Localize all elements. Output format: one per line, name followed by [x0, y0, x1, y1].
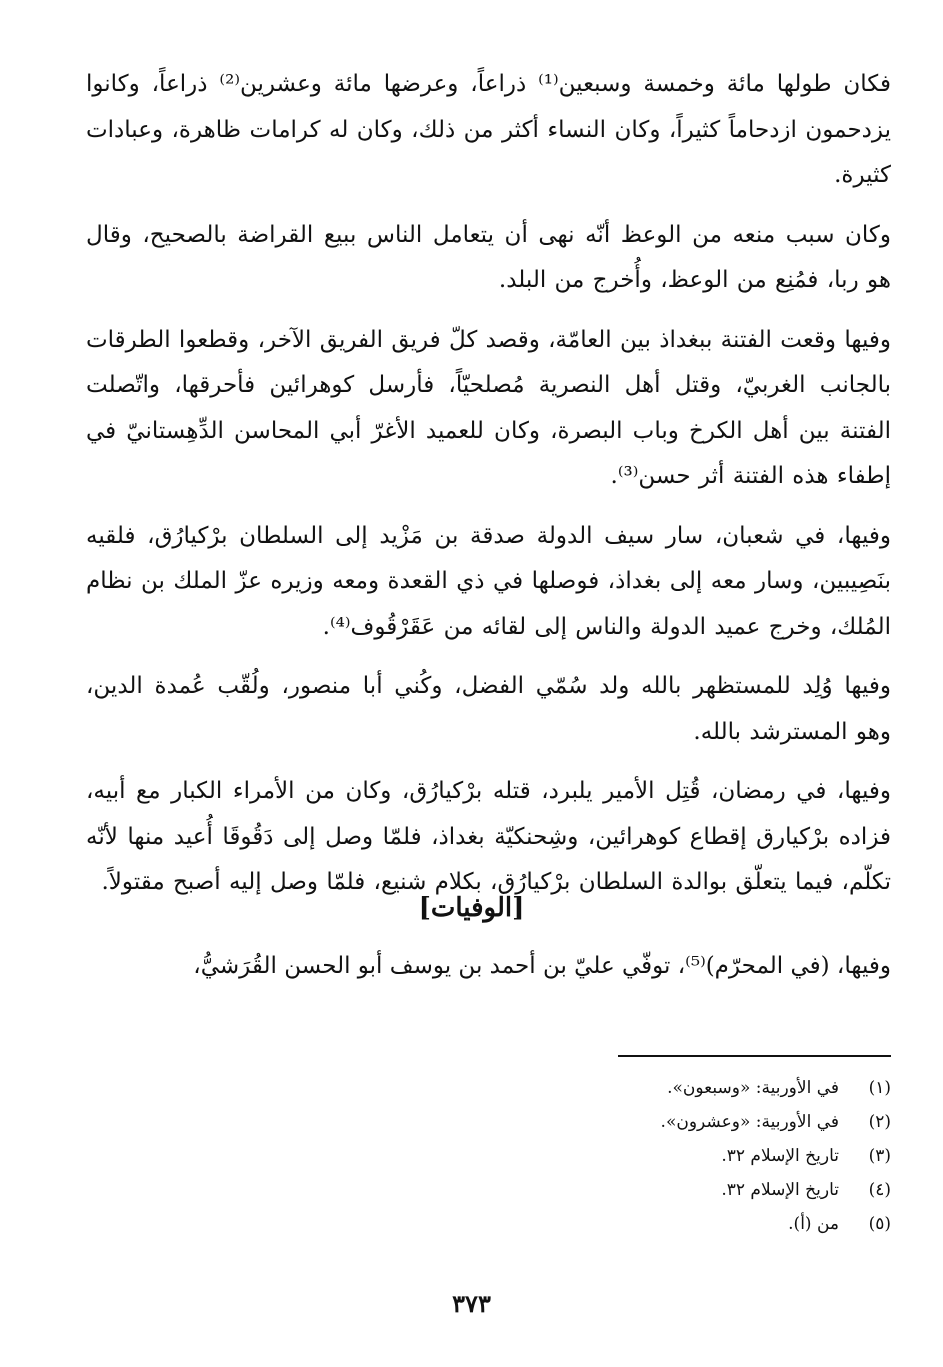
- footnote-number: (٥): [868, 1214, 891, 1234]
- footnote-1: [471, 1071, 891, 1105]
- paragraph-1: فكان طولها مائة وخمسة وسبعين⁽¹⁾ ذراعاً، وعرضها مائة وعشرين⁽²⁾ ذراعاً، وكانوا يزدحمون ازدحاماً كثيراً، وكان النساء أكثر من ذلك، وكان له كرامات ظاهرة، وعبادات كثيرة.: [86, 71, 892, 188]
- footnote-number: (٢): [868, 1112, 891, 1132]
- footnote-text: في الأوربية: «وسبعون».: [667, 1078, 839, 1098]
- main-text: [86, 62, 891, 920]
- footnote-5: [471, 1207, 891, 1241]
- footnote-2: [471, 1105, 891, 1139]
- section-heading: [الوفيات]: [418, 893, 525, 923]
- paragraph-4: وفيها، في شعبان، سار سيف الدولة صدقة بن مَزْيد إلى السلطان برْكيارُق، فلقيه بنَصِيبين، وسار معه إلى بغداذ، فوصلها في ذي القعدة ومعه وزيره عزّ الملك بن نظام المُلك، وخرج عميد الدولة والناس إلى لقائه من عَقَرْقُوف⁽⁴⁾.: [86, 522, 891, 640]
- paragraph-3: وفيها وقعت الفتنة ببغداذ بين العامّة، وقصد كلّ فريق الفريق الآخر، وقطعوا الطرقات بالجانب الغربيّ، وقتل أهل النصرية مُصلحيّاً، فأرسل كوهرائين فأحرقها، واتّصلت الفتنة بين أهل الكرخ وباب البصرة، وكان للعميد الأغرّ أبي المحاسن الدِّهِستانيّ في إطفاء هذه الفتنة أثر حسن⁽³⁾.: [86, 326, 891, 489]
- paragraph-5: وفيها وُلِد للمستظهر بالله ولد سُمّي الفضل، وكُني أبا منصور، ولُقّب عُمدة الدين، وهو المسترشد بالله.: [86, 673, 891, 745]
- footnote-text: تاريخ الإسلام ٣٢.: [721, 1146, 839, 1166]
- footnotes: [471, 1071, 891, 1241]
- footnote-divider: [618, 1055, 891, 1057]
- page-number: ٣٧٣: [452, 1289, 491, 1318]
- footnote-4: [471, 1173, 891, 1207]
- paragraph-7: وفيها، (في المحرّم)⁽⁵⁾، توفّي عليّ بن أحمد بن يوسف أبو الحسن القُرَشيُّ،: [193, 953, 891, 979]
- footnote-text: في الأوربية: «وعشرون».: [660, 1112, 839, 1132]
- footnote-3: [471, 1139, 891, 1173]
- footnote-number: (١): [868, 1078, 891, 1098]
- footnote-text: من (أ).: [788, 1214, 839, 1234]
- footnote-number: (٤): [868, 1180, 891, 1200]
- footnote-text: تاريخ الإسلام ٣٢.: [721, 1180, 839, 1200]
- paragraph-6: وفيها، في رمضان، قُتِل الأمير يلبرد، قتله برْكيارُق، وكان من الأمراء الكبار مع أبيه، فزاده برْكيارق إقطاع كوهرائين، وشِحنكيّة بغداذ، فلمّا وصل إلى دَقُوقَا أُعيد منها لأنّه تكلّم، فيما يتعلّق بوالدة السلطان برْكيارُق، بكلام شنيع، فلمّا وصل إليه أصبح مقتولاً.: [86, 778, 891, 895]
- footnote-number: (٣): [868, 1146, 891, 1166]
- paragraph-2: وكان سبب منعه من الوعظ أنّه نهى أن يتعامل الناس ببيع القراضة بالصحيح، وقال هو ربا، فمُنِع من الوعظ، وأُخرج من البلد.: [86, 221, 891, 293]
